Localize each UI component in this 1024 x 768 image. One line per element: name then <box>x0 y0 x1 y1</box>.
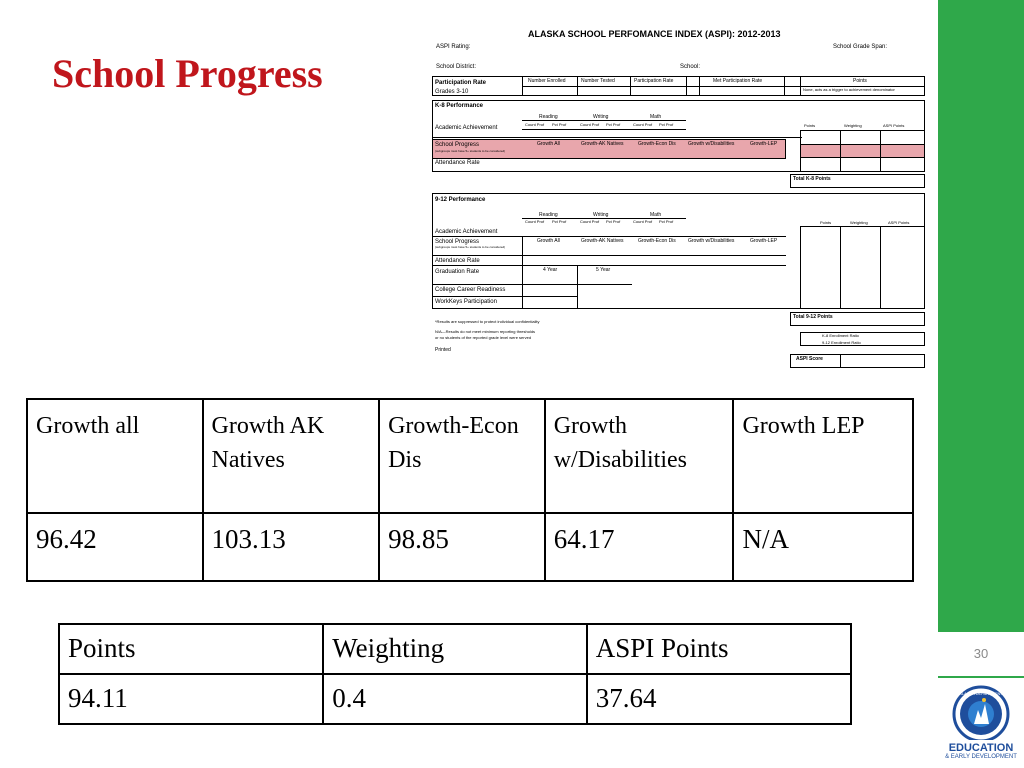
k8-subgroups-note: (subgroups must have 5+ students to be considered) <box>435 149 506 153</box>
aspi-rating-label: ASPI Rating: <box>436 44 471 50</box>
col-points: Points <box>853 78 867 84</box>
k8-aspi-points-head: ASPI Points <box>883 123 905 128</box>
hs-growth-econ: Growth-Econ Dis <box>638 238 676 244</box>
hs-growth-lep: Growth-LEP <box>750 238 778 244</box>
points-value-cell: 37.64 <box>587 674 851 724</box>
grade-span-label: School Grade Span: <box>833 44 888 50</box>
participation-label: Participation Rate <box>435 80 487 86</box>
growth-header-cell: Growth all <box>27 399 203 513</box>
growth-value-cell: N/A <box>733 513 913 581</box>
k8-points-highlight <box>800 144 925 158</box>
hs-academic-achievement: Academic Achievement <box>435 229 498 235</box>
hs-aspi-points-head: ASPI Points <box>888 220 910 225</box>
growth-value-row <box>27 513 913 581</box>
k8-writing: Writing <box>593 114 609 120</box>
k8-reading: Reading <box>539 114 558 120</box>
hs-growth-all: Growth All <box>537 238 560 244</box>
k8-growth-ak: Growth-AK Natives <box>581 141 624 147</box>
hs-pct-prof-3: Pct Prof <box>659 219 674 224</box>
points-header-row <box>59 624 851 674</box>
hs-points-grid <box>800 226 925 309</box>
k8-attendance: Attendance Rate <box>435 160 480 166</box>
hs-five-year: 5 Year <box>596 267 611 273</box>
k8-pct-prof-1: Pct Prof <box>552 122 567 127</box>
slide-title: School Progress <box>52 51 323 96</box>
k8-academic-achievement: Academic Achievement <box>435 125 498 131</box>
form-title: ALASKA SCHOOL PERFOMANCE INDEX (ASPI): 2012-2013 <box>528 29 781 39</box>
hs-count-prof-2: Count Prof <box>580 219 600 224</box>
k8-title: K-8 Performance <box>435 103 484 109</box>
k8-weighting-head: Weighting <box>844 123 862 128</box>
hs-growth-dis: Growth w/Disabilities <box>688 238 735 244</box>
k8-pct-prof-3: Pct Prof <box>659 122 674 127</box>
col-number-tested: Number Tested <box>581 78 615 84</box>
ratio-912-label: 9-12 Enrollment Ratio <box>822 340 861 345</box>
growth-table <box>26 398 914 582</box>
hs-attendance: Attendance Rate <box>435 258 480 264</box>
aspi-score-label: ASPI Score <box>796 356 823 362</box>
hs-growth-ak: Growth-AK Natives <box>581 238 624 244</box>
col-met-participation: Met Participation Rate <box>713 78 763 84</box>
col-number-enrolled: Number Enrolled <box>528 78 566 84</box>
hs-four-year: 4 Year <box>543 267 558 273</box>
k8-growth-lep: Growth-LEP <box>750 141 778 147</box>
hs-weighting-head: Weighting <box>850 220 868 225</box>
points-header-cell: Points <box>59 624 323 674</box>
growth-value-cell: 96.42 <box>27 513 203 581</box>
hs-count-prof-3: Count Prof <box>633 219 653 224</box>
total-912-label: Total 9-12 Points <box>793 314 833 320</box>
school-label: School: <box>680 64 701 70</box>
growth-header-cell: Growth AK Natives <box>203 399 380 513</box>
hs-pct-prof-2: Pct Prof <box>606 219 621 224</box>
hs-college-career: College Career Readiness <box>435 287 506 293</box>
points-value-row <box>59 674 851 724</box>
hs-writing: Writing <box>593 212 609 218</box>
k8-count-prof-1: Count Prof <box>525 122 545 127</box>
k8-school-progress: School Progress <box>435 142 480 148</box>
k8-growth-dis: Growth w/Disabilities <box>688 141 735 147</box>
total-k8-label: Total K-8 Points <box>793 176 831 182</box>
logo-top-text: ALASKA DEPARTMENT <box>959 691 1003 696</box>
note-na: N/A—Results do not meet minimum reporting thresholds <box>435 329 536 334</box>
hs-workkeys: WorkKeys Participation <box>435 299 497 305</box>
points-header-cell: ASPI Points <box>587 624 851 674</box>
title-912: 9-12 Performance <box>435 197 486 203</box>
growth-value-cell: 64.17 <box>545 513 734 581</box>
logo-sub-text: & EARLY DEVELOPMENT <box>945 754 1017 760</box>
k8-ratio-label: K-8 Enrollment Ratio <box>822 333 859 338</box>
logo-main-text: EDUCATION <box>948 742 1014 754</box>
district-label: School District: <box>436 64 477 70</box>
growth-value-cell: 103.13 <box>203 513 380 581</box>
hs-pct-prof-1: Pct Prof <box>552 219 567 224</box>
note-na-cont: or no students of the reported grade level were served <box>435 335 532 340</box>
panel-divider <box>938 676 1024 678</box>
printed-label: Printed <box>435 347 451 353</box>
k8-growth-all: Growth All <box>537 141 560 147</box>
points-value-cell: 0.4 <box>323 674 586 724</box>
growth-header-row <box>27 399 913 513</box>
points-table <box>58 623 852 725</box>
aspi-form-image <box>428 26 926 370</box>
slide-number: 30 <box>973 646 989 661</box>
k8-points-head: Points <box>804 123 816 128</box>
hs-reading: Reading <box>539 212 558 218</box>
k8-count-prof-3: Count Prof <box>633 122 653 127</box>
hs-math: Math <box>650 212 662 218</box>
hs-count-prof-1: Count Prof <box>525 219 545 224</box>
col-participation-rate: Participation Rate <box>634 78 674 84</box>
k8-growth-econ: Growth-Econ Dis <box>638 141 676 147</box>
growth-value-cell: 98.85 <box>379 513 545 581</box>
k8-math: Math <box>650 114 662 120</box>
department-logo <box>944 684 1018 760</box>
points-value-cell: 94.11 <box>59 674 323 724</box>
note-suppressed: *Results are suppressed to protect individual confidentiality <box>435 319 540 324</box>
growth-header-cell: Growth w/Disabilities <box>545 399 734 513</box>
growth-header-cell: Growth-Econ Dis <box>379 399 545 513</box>
points-header-cell: Weighting <box>323 624 586 674</box>
hs-points-head: Points <box>820 220 832 225</box>
k8-count-prof-2: Count Prof <box>580 122 600 127</box>
k8-pct-prof-2: Pct Prof <box>606 122 621 127</box>
none-note: None, acts as a trigger to achievement denominator <box>803 87 895 92</box>
growth-header-cell: Growth LEP <box>733 399 913 513</box>
enrollment-ratio-box <box>800 332 925 346</box>
grades-label: Grades 3-10 <box>435 89 469 95</box>
hs-graduation: Graduation Rate <box>435 269 480 275</box>
hs-subgroups-note: (subgroups must have 5+ students to be considered) <box>435 245 506 249</box>
hs-school-progress: School Progress <box>435 239 480 245</box>
